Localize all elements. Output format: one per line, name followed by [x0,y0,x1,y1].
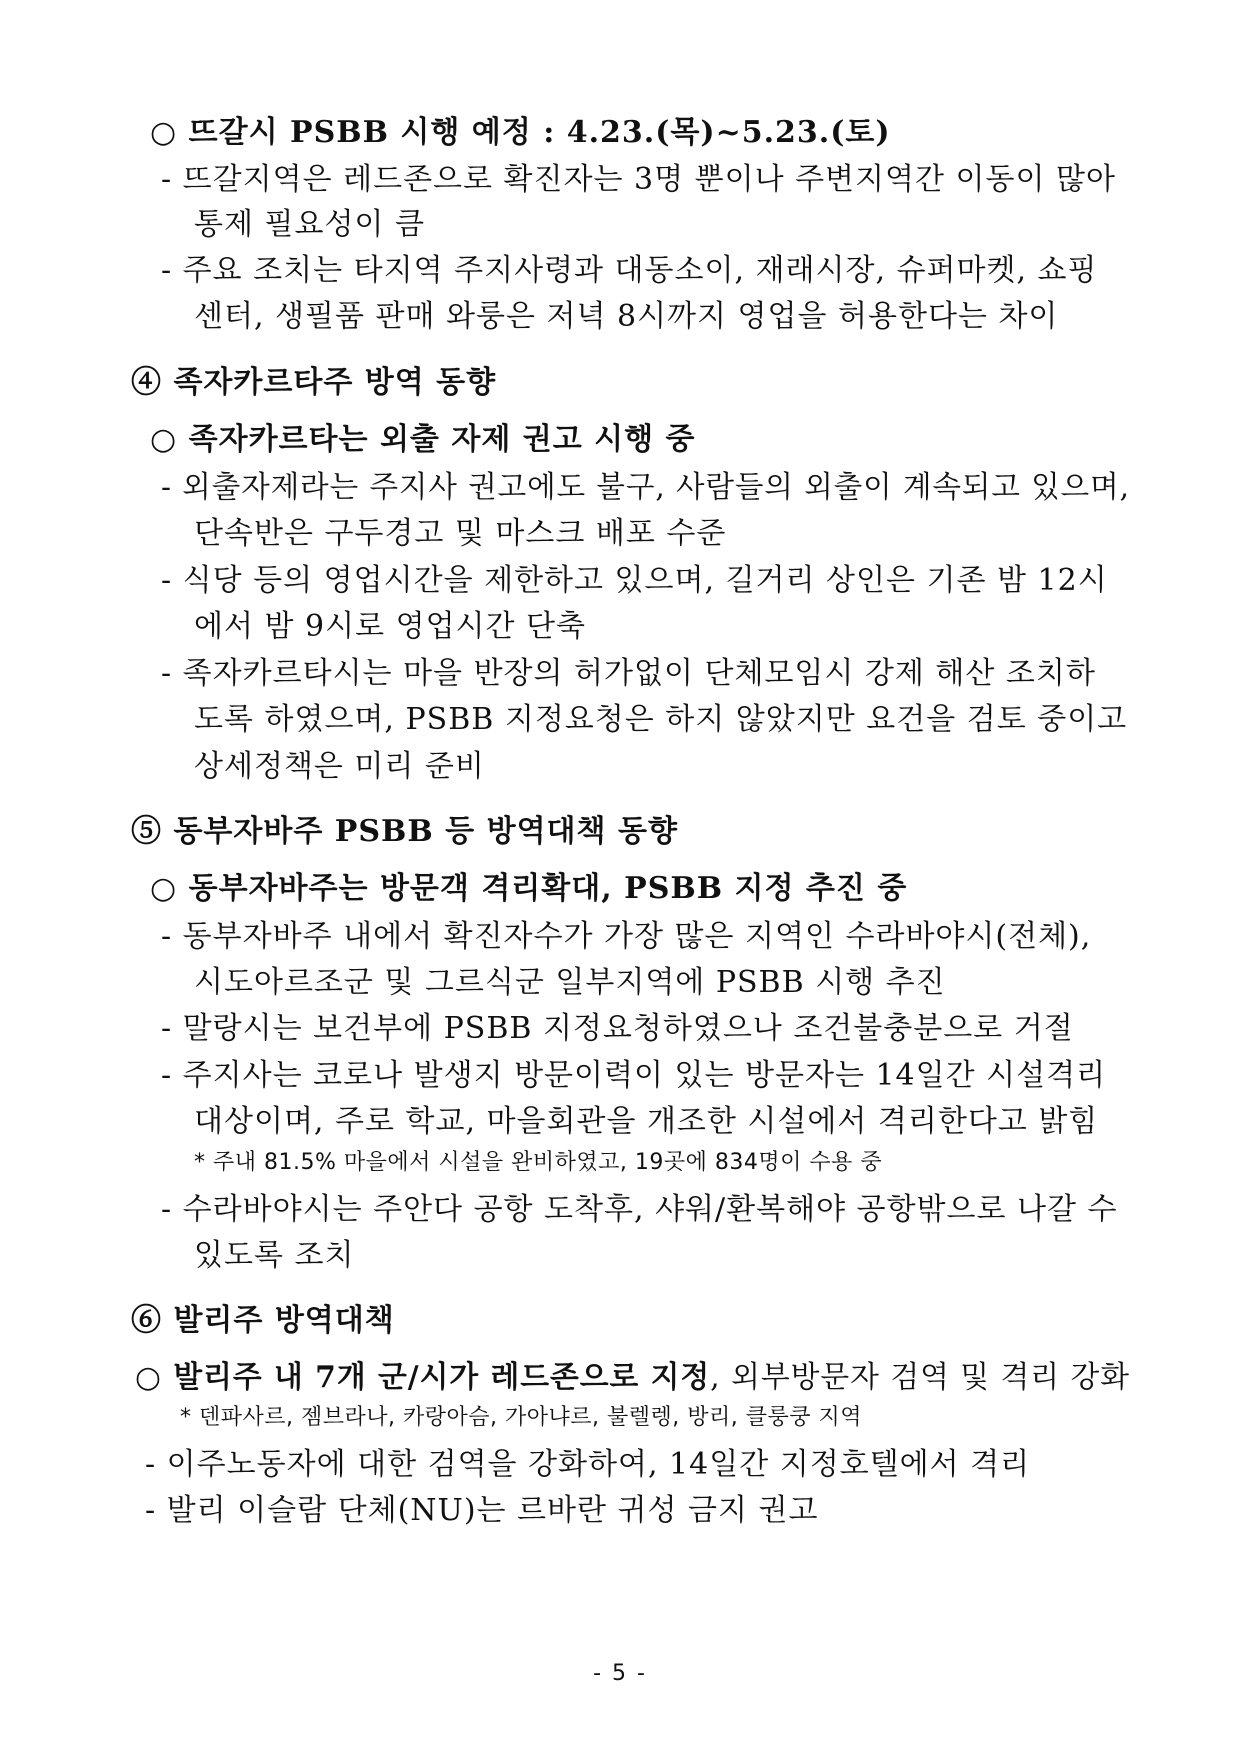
page-number: - 5 - [593,1661,647,1686]
east-java-line-6: - 수라바야시는 주안다 공항 도착후, 샤워/환복해야 공항밖으로 나갈 수 [161,1192,1118,1227]
east-java-line-4: - 주지사는 코로나 발생지 방문이력이 있는 방문자는 14일간 시설격리 [161,1058,1107,1093]
east-java-title: ○ 동부자바주는 방문객 격리확대, PSBB 지정 추진 중 [150,871,908,906]
jogja-line-2: 단속반은 구두경고 및 마스크 배포 수준 [194,516,727,551]
bali-title [135,1358,1130,1398]
east-java-line-5: 대상이며, 주로 학교, 마을회관을 개조한 시설에서 격리한다고 밝힘 [194,1104,1099,1139]
jogja-heading: ④ 족자카르타주 방역 동향 [131,365,497,400]
bali-line-1: - 이주노동자에 대한 검역을 강화하여, 14일간 지정호텔에서 격리 [145,1447,1031,1482]
jogja-line-1: - 외출자제라는 주지사 권고에도 불구, 사람들의 외출이 계속되고 있으며, [161,470,1130,505]
bali-heading: ⑥ 발리주 방역대책 [131,1303,395,1338]
bali-line-2: - 발리 이슬람 단체(NU)는 르바란 귀성 금지 권고 [145,1493,819,1528]
tegal-line-4: 센터, 생필품 판매 와룽은 저녁 8시까지 영업을 허용한다는 차이 [194,299,1059,334]
east-java-line-3: - 말랑시는 보건부에 PSBB 지정요청하였으나 조건불충분으로 거절 [161,1011,1074,1046]
jogja-line-4: 에서 밤 9시로 영업시간 단축 [194,609,587,644]
tegal-line-1: - 뜨갈지역은 레드존으로 확진자는 3명 뿐이나 주변지역간 이동이 많아 [161,162,1116,197]
tegal-title: ○ 뜨갈시 PSBB 시행 예정 : 4.23.(목)~5.23.(토) [150,115,891,150]
jogja-line-5: - 족자카르타시는 마을 반장의 허가없이 단체모임시 강제 해산 조치하 [161,656,1096,691]
east-java-heading: ⑤ 동부자바주 PSBB 등 방역대책 동향 [131,814,678,849]
east-java-line-1: - 동부자바주 내에서 확진자수가 가장 많은 지역인 수라바야시(전체), [161,919,1092,954]
jogja-line-6: 도록 하였으며, PSBB 지정요청은 하지 않았지만 요건을 검토 중이고 [194,702,1128,737]
east-java-line-7: 있도록 조치 [194,1238,355,1273]
bali-title-bold: ○ 발리주 내 7개 군/시가 레드존으로 지정 [135,1360,711,1395]
bali-note: * 덴파사르, 젬브라나, 카랑아슴, 가아냐르, 불렐렝, 방리, 클룽쿵 지역 [180,1405,862,1430]
tegal-line-2: 통제 필요성이 큼 [194,207,425,242]
jogja-title: ○ 족자카르타는 외출 자제 권고 시행 중 [150,422,696,457]
bali-title-rest: , 외부방문자 검역 및 격리 강화 [710,1360,1131,1395]
east-java-note: * 주내 81.5% 마을에서 시설을 완비하였고, 19곳에 834명이 수용 중 [194,1150,883,1175]
tegal-line-3: - 주요 조치는 타지역 주지사령과 대동소이, 재래시장, 슈퍼마켓, 쇼핑 [161,253,1098,288]
east-java-line-2: 시도아르조군 및 그르식군 일부지역에 PSBB 시행 추진 [194,965,946,1000]
jogja-line-7: 상세정책은 미리 준비 [194,749,485,784]
jogja-line-3: - 식당 등의 영업시간을 제한하고 있으며, 길거리 상인은 기존 밤 12시 [161,563,1108,598]
